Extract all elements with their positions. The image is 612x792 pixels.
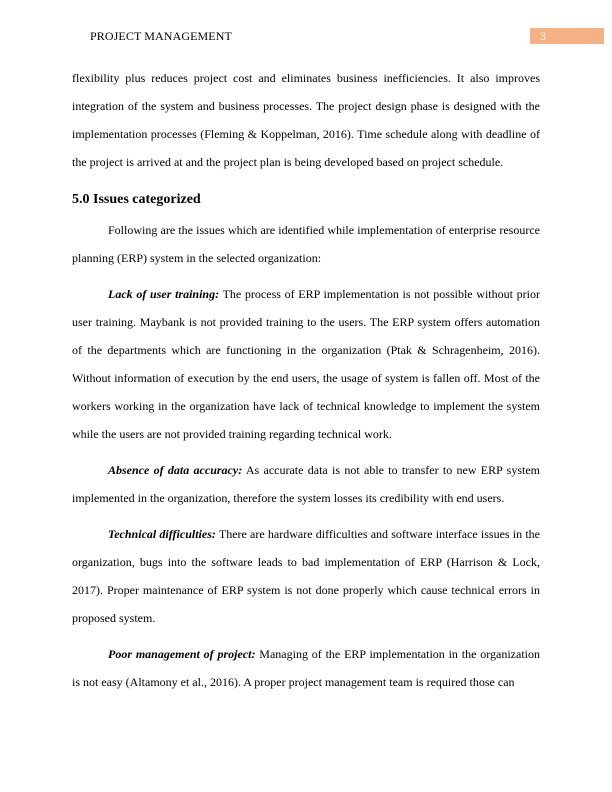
issue-paragraph-project-management	[72, 640, 540, 696]
section-heading: 5.0 Issues categorized	[72, 192, 201, 207]
issue-paragraph-technical-difficulties	[72, 520, 540, 632]
issue-title: Lack of user training:	[108, 287, 220, 301]
intro-paragraph: flexibility plus reduces project cost and eliminates business inefficiencies. It also improves integration of the system and business processes. The project design phase is designed with the implementation processes (Fleming & Koppelman, 2016). Time schedule along with deadline of the project is arrived at and the project plan is being developed based on project schedule.	[72, 71, 540, 169]
issue-paragraph-data-accuracy	[72, 456, 540, 512]
issue-text: The process of ERP implementation is not possible without prior user training. Maybank is not provided training to the users. The ERP system offers automation of the departments which are functioning in the organization (Ptak & Schragenheim, 2016). Without information of execution by the end users, the usage of system is fallen off. Most of the workers working in the organization have lack of technical knowledge to implement the system while the users are not provided training regarding technical work.	[72, 287, 540, 441]
document-body	[72, 64, 540, 696]
issue-title: Poor management of project:	[108, 647, 256, 661]
running-header-title: PROJECT MANAGEMENT	[90, 29, 232, 43]
issue-paragraph-user-training	[72, 280, 540, 448]
issue-title: Absence of data accuracy:	[108, 463, 243, 477]
section-intro-paragraph: Following are the issues which are identified while implementation of enterprise resource planning (ERP) system in the selected organization:	[72, 223, 540, 265]
page-number-badge	[530, 28, 604, 44]
issue-text: Managing of the ERP implementation in the organization is not easy (Altamony et al., 2016). A proper project management team is required those can	[72, 647, 541, 689]
page-number: 3	[540, 29, 546, 43]
issue-title: Technical difficulties:	[108, 527, 216, 541]
issue-text: As accurate data is not able to transfer to new ERP system implemented in the organization, therefore the system losses its credibility with end users.	[72, 463, 540, 505]
issue-text: There are hardware difficulties and software interface issues in the organization, bugs into the software leads to bad implementation of ERP (Harrison & Lock, 2017). Proper maintenance of ERP system is not done properly which cause technical errors in proposed system.	[72, 527, 540, 625]
